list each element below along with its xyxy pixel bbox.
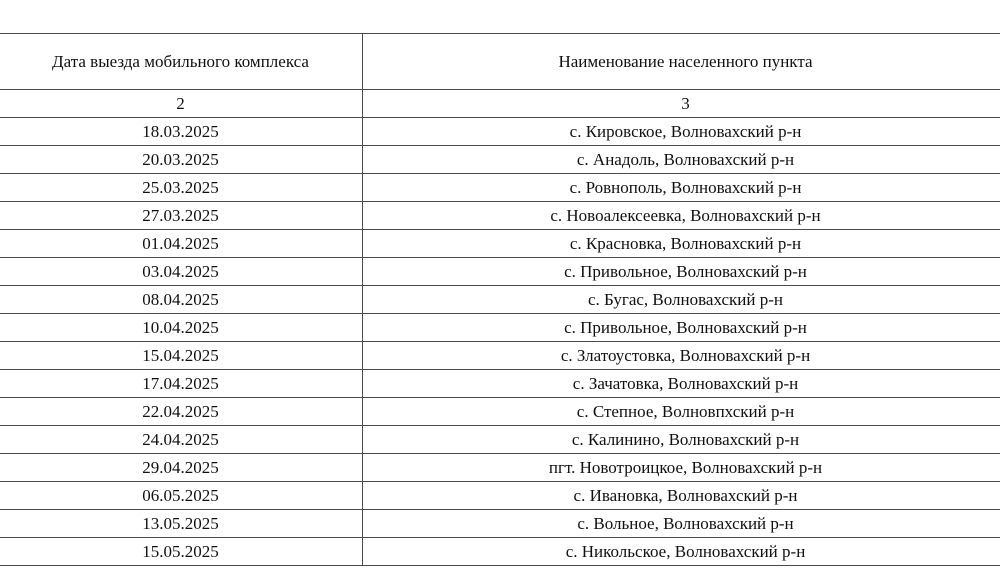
table-row [0, 174, 1000, 202]
place-cell: с. Привольное, Волновахский р-н [363, 314, 1000, 342]
table-row [0, 342, 1000, 370]
header-row [0, 34, 1000, 90]
table-row [0, 146, 1000, 174]
date-cell: 25.03.2025 [0, 174, 363, 202]
table-row [0, 118, 1000, 146]
column-number-place: 3 [363, 90, 1000, 118]
place-cell: с. Златоустовка, Волновахский р-н [363, 342, 1000, 370]
date-cell: 27.03.2025 [0, 202, 363, 230]
date-cell: 08.04.2025 [0, 286, 363, 314]
table-row [0, 510, 1000, 538]
table-row [0, 230, 1000, 258]
place-cell: с. Калинино, Волновахский р-н [363, 426, 1000, 454]
date-cell: 06.05.2025 [0, 482, 363, 510]
table-row [0, 202, 1000, 230]
table-row [0, 426, 1000, 454]
date-cell: 03.04.2025 [0, 258, 363, 286]
table-row [0, 314, 1000, 342]
date-cell: 22.04.2025 [0, 398, 363, 426]
table-row [0, 286, 1000, 314]
schedule-table [0, 33, 1000, 566]
date-cell: 29.04.2025 [0, 454, 363, 482]
place-cell: с. Степное, Волновпхский р-н [363, 398, 1000, 426]
table-body [0, 90, 1000, 566]
table-row [0, 482, 1000, 510]
date-cell: 17.04.2025 [0, 370, 363, 398]
place-cell: с. Никольское, Волновахский р-н [363, 538, 1000, 566]
date-cell: 24.04.2025 [0, 426, 363, 454]
place-cell: пгт. Новотроицкое, Волновахский р-н [363, 454, 1000, 482]
place-cell: с. Вольное, Волновахский р-н [363, 510, 1000, 538]
date-cell: 18.03.2025 [0, 118, 363, 146]
place-cell: с. Бугас, Волновахский р-н [363, 286, 1000, 314]
place-cell: с. Красновка, Волновахский р-н [363, 230, 1000, 258]
table-row [0, 370, 1000, 398]
place-cell: с. Привольное, Волновахский р-н [363, 258, 1000, 286]
place-cell: с. Анадоль, Волновахский р-н [363, 146, 1000, 174]
date-cell: 15.04.2025 [0, 342, 363, 370]
column-number-date: 2 [0, 90, 363, 118]
table-row [0, 258, 1000, 286]
table-row [0, 538, 1000, 566]
table-row [0, 398, 1000, 426]
place-cell: с. Зачатовка, Волновахский р-н [363, 370, 1000, 398]
date-cell: 01.04.2025 [0, 230, 363, 258]
date-cell: 10.04.2025 [0, 314, 363, 342]
place-cell: с. Ивановка, Волновахский р-н [363, 482, 1000, 510]
place-cell: с. Кировское, Волновахский р-н [363, 118, 1000, 146]
table-row [0, 454, 1000, 482]
date-cell: 15.05.2025 [0, 538, 363, 566]
header-date: Дата выезда мобильного комплекса [0, 34, 363, 90]
place-cell: с. Новоалексеевка, Волновахский р-н [363, 202, 1000, 230]
place-cell: с. Ровнополь, Волновахский р-н [363, 174, 1000, 202]
date-cell: 13.05.2025 [0, 510, 363, 538]
date-cell: 20.03.2025 [0, 146, 363, 174]
column-number-row [0, 90, 1000, 118]
header-place: Наименование населенного пункта [363, 34, 1000, 90]
